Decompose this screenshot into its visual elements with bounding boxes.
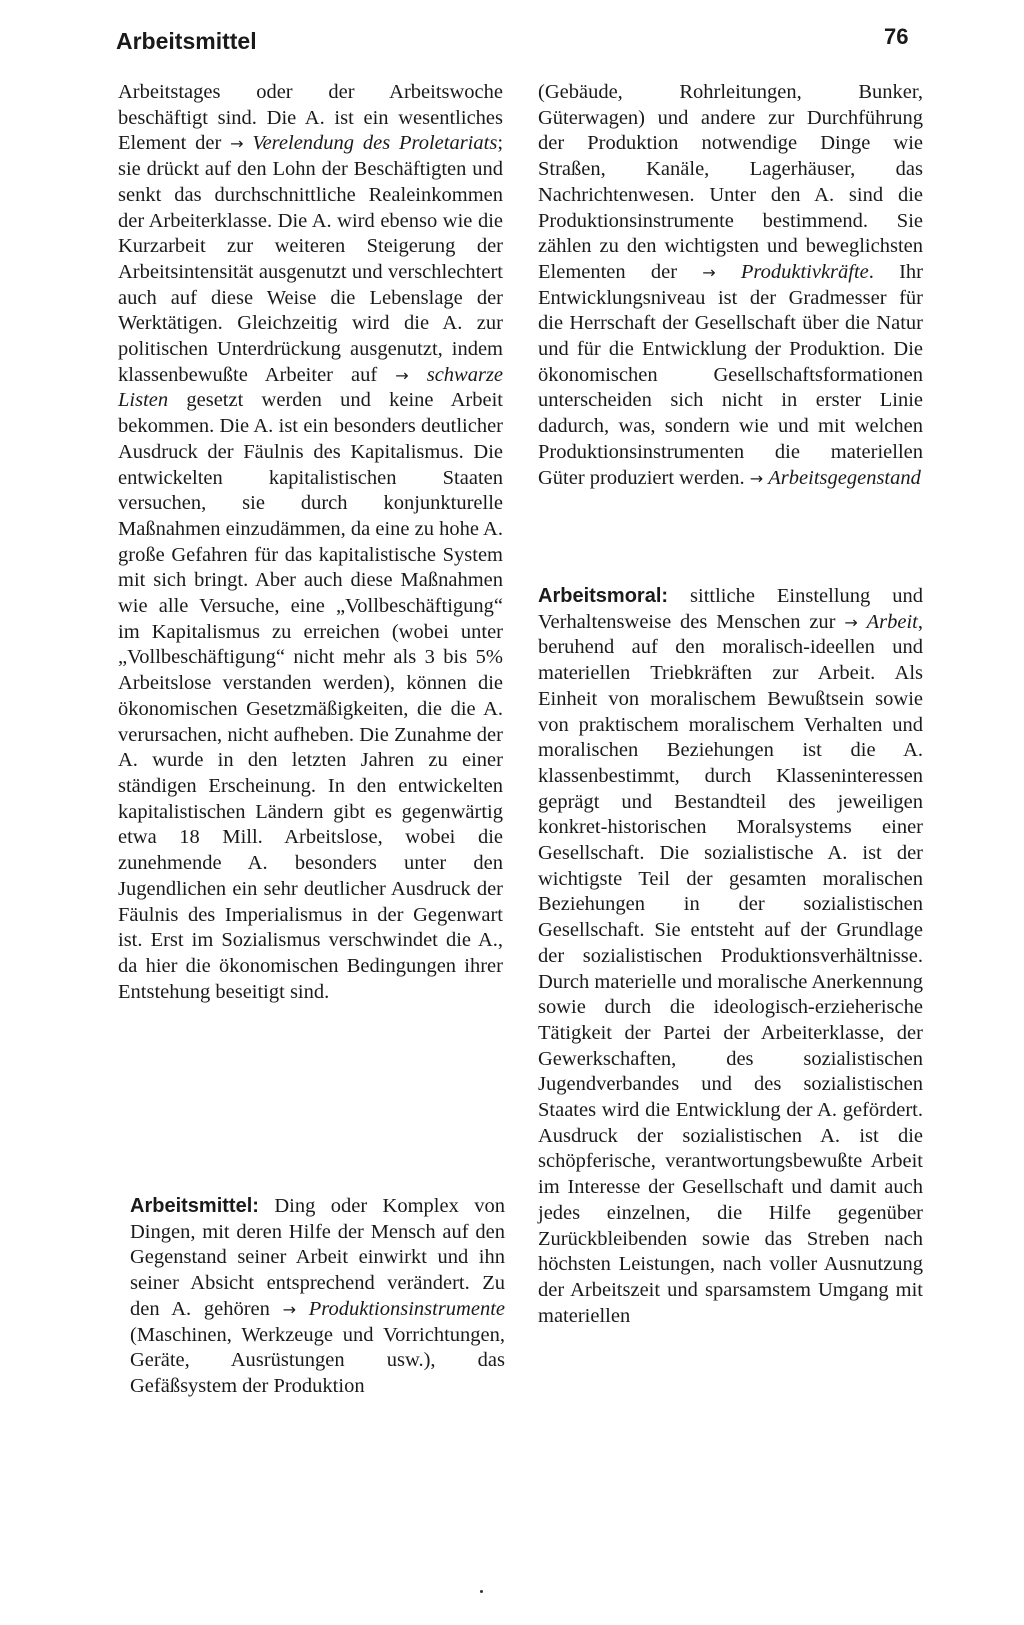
cross-reference-arrow-icon: → xyxy=(702,262,716,282)
entry-headword: Arbeitsmittel: xyxy=(130,1195,259,1217)
cross-reference-produktionsinstrumente[interactable]: Produktionsinstrumente xyxy=(308,1297,506,1320)
text-segment: (Gebäude, Rohrleitungen, Bunker, Güterwagen) und andere zur Durchführung der Produktion notwendige Dinge wie Straßen, Kanäle, Lagerhäuser, das Nachrichtenwesen. Unter den A. sind die Produktionsinstrumente bestimmend. Sie zählen zu den wichtigsten und beweglichsten Elementen der xyxy=(538,81,923,283)
text-segment: , beruhend auf den moralisch-ideellen und materiellen Triebkräften zur Arbeit. Als Einheit von moralischem Bewußtsein sowie von praktischem moralischem Verhalten und moralischen Beziehungen ist die A. klassenbestimmt, durch Klasseninteressen geprägt und Bestandteil des jeweiligen konkret-historischen Moralsystems einer Gesellschaft. Die sozialistische A. ist der wichtigste Teil der gesamten moralischen Beziehungen in der sozialistischen Gesellschaft. Sie entsteht auf der Grundlage der sozialistischen Produktionsverhältnisse. Durch materielle und moralische Anerkennung sowie durch die ideologisch-erzieherische Tätigkeit der Partei der Arbeiterklasse, der Gewerkschaften, des sozialistischen Jugendverbandes und des sozialistischen Staates wird die Entwicklung der A. gefördert. Ausdruck der sozialistischen A. ist die schöpferische, verantwortungsbewußte Arbeit im Interesse der Gesellschaft und damit auch jedes einzelnen, die Hilfe gegenüber Zurückbleibenden sowie das Streben nach höchsten Leistungen, nach voller Ausnutzung der Arbeitszeit und sparsamstem Umgang mit materiellen xyxy=(538,610,924,1327)
cross-reference-arrow-icon: → xyxy=(749,468,764,488)
entry-arbeitslosigkeit-continuation xyxy=(118,80,503,1005)
text-segment: . Ihr Entwicklungsniveau ist der Gradmesser für die Herrschaft der Gesellschaft über die Natur und für die Entwicklung der Produktion. Die ökonomischen Gesellschaftsformationen unterscheiden sich nicht in erster Linie dadurch, was, sondern wie und mit welchen Produktionsinstrumenten die materiellen Güter produziert werden. xyxy=(538,260,923,489)
cross-reference-schwarze-listen[interactable]: schwarze Listen xyxy=(118,363,504,412)
print-mark xyxy=(480,1590,483,1593)
cross-reference-verelendung[interactable]: Verelendung des Proletariats xyxy=(252,132,498,155)
entry-headword: Arbeitsmoral: xyxy=(538,585,669,607)
text-segment: gesetzt werden und keine Arbeit bekommen. Die A. ist ein besonders deutlicher Ausdruck der Fäulnis des Kapitalismus. Die entwickelten kapitalistischen Staaten versuchen, sie durch konjunkturelle Maßnahmen einzudämmen, da eine zu hohe A. große Gefahren für das kapitalistische System mit sich bringt. Aber auch diese Maßnahmen wie alle Versuche, eine „Vollbeschäftigung“ im Kapitalismus zu erreichen (wobei unter „Vollbeschäftigung“ nicht mehr als 3 bis 5% Arbeitslose verstanden werden), können die ökonomischen Gesetzmäßigkeiten, die die A. verursachen, nicht aufheben. Die Zunahme der A. wurde in den letzten Jahren zu einer ständigen Erscheinung. In den entwickelten kapitalistischen Ländern gibt es gegenwärtig etwa 18 Mill. Arbeitslose, wobei die zunehmende A. besonders unter den Jugendlichen ein sehr deutlicher Ausdruck der Fäulnis des Imperialismus in der Gegenwart ist. Erst im Sozialismus verschwindet die A., da hier die ökonomischen Bedingungen ihrer Entstehung beseitigt sind. xyxy=(118,389,503,1003)
entry-arbeitsmittel xyxy=(130,1194,505,1400)
cross-reference-arbeitsgegenstand[interactable]: Arbeitsgegenstand xyxy=(768,466,921,489)
entry-arbeitsmoral xyxy=(538,584,923,1329)
text-segment: ; sie drückt auf den Lohn der Beschäftigten und senkt das durchschnittliche Realeinkommen der Arbeiterklasse. Die A. wird ebenso wie die Kurzarbeit zur weiteren Steigerung der Arbeitsintensität ausgenutzt und verschlechtert auch auf diese Weise die Lebenslage der Werktätigen. Gleichzeitig wird die A. zur politischen Unterdrückung ausgenutzt, indem klassenbewußte Arbeiter auf xyxy=(118,132,504,386)
text-segment: Arbeitstages oder der Arbeitswoche beschäftigt sind. Die A. ist ein wesentliches Element der xyxy=(118,81,503,155)
cross-reference-produktivkraefte[interactable]: Produktivkräfte xyxy=(740,260,869,283)
cross-reference-arrow-icon: → xyxy=(844,612,858,632)
text-segment: Ding oder Komplex von Dingen, mit deren Hilfe der Mensch auf den Gegenstand seiner Arbeit einwirkt und ihn seiner Absicht entsprechend verändert. Zu den A. gehören xyxy=(130,1195,505,1320)
text-segment: sittliche Einstellung und Verhaltensweise des Menschen zur xyxy=(538,585,923,633)
cross-reference-arrow-icon: → xyxy=(230,134,244,154)
page-number: 76 xyxy=(884,24,909,49)
text-segment: (Maschinen, Werkzeuge und Vorrichtungen, Geräte, Ausrüstungen usw.), das Gefäßsystem der Produktion xyxy=(130,1323,505,1397)
running-head: Arbeitsmittel xyxy=(116,28,257,54)
cross-reference-arrow-icon: → xyxy=(282,1299,297,1319)
cross-reference-arbeit[interactable]: Arbeit xyxy=(866,610,918,633)
entry-arbeitsmittel-continuation xyxy=(538,80,923,491)
cross-reference-arrow-icon: → xyxy=(395,365,409,385)
